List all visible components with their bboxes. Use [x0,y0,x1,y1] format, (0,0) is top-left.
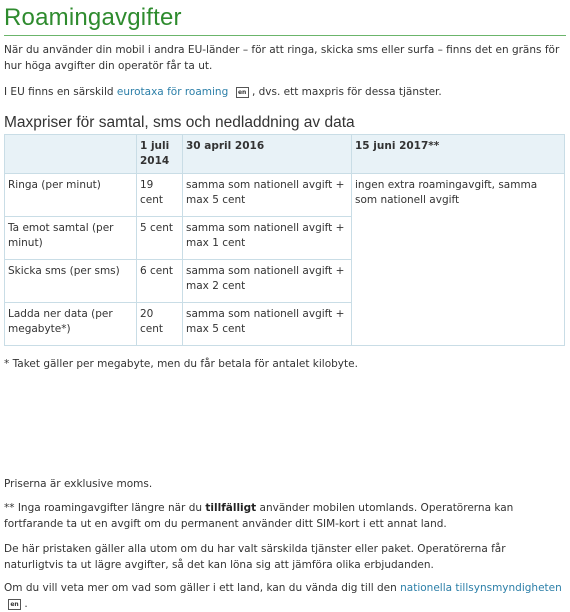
english-language-icon: en [236,87,249,98]
p5-text-before: Om du vill veta mer om vad som gäller i ett land, kan du vända dig till den [4,582,397,594]
title-divider [4,35,566,36]
cell-service: Ringa (per minut) [5,174,137,217]
p3-bold: tillfälligt [205,502,257,514]
authority-link[interactable]: nationella tillsynsmyndigheten [400,582,562,594]
cell-apr-2016: samma som nationell avgift + max 1 cent [183,217,352,260]
cell-apr-2016: samma som nationell avgift + max 2 cent [183,260,352,303]
page-content [4,0,566,610]
table-footnote: * Taket gäller per megabyte, men du får betala för antalet kilobyte. [4,358,358,370]
price-table [4,134,565,346]
table-heading: Maxpriser för samtal, sms och nedladdning av data [4,114,355,131]
eu-text-before: I EU finns en särskild [4,86,114,98]
cell-jun-2017: ingen extra roamingavgift, samma som nationell avgift [352,174,565,346]
cell-jul-2014: 19 cent [137,174,183,217]
header-jun-2017: 15 juni 2017** [352,135,565,174]
table-header-row [5,135,565,174]
page-title: Roamingavgifter [4,4,182,31]
p3-text-before: ** Inga roamingavgifter längre när du [4,502,203,514]
authority-paragraph [4,580,566,612]
eurotaxa-link[interactable]: eurotaxa för roaming [116,86,229,98]
cell-service: Ta emot samtal (per minut) [5,217,137,260]
cell-apr-2016: samma som nationell avgift + max 5 cent [183,303,352,346]
english-language-icon: en [8,599,21,610]
eu-text-after: , dvs. ett maxpris för dessa tjänster. [251,86,442,98]
p5-text-after: . [24,598,28,610]
cell-jul-2014: 20 cent [137,303,183,346]
roaming-note-paragraph [4,500,566,532]
cell-service: Ladda ner data (per megabyte*) [5,303,137,346]
header-service [5,135,137,174]
cell-apr-2016: samma som nationell avgift + max 5 cent [183,174,352,217]
intro-paragraph: När du använder din mobil i andra EU-länder – för att ringa, skicka sms eller surfa – finns det en gräns för hur höga avgifter din operatör får ta ut. [4,44,560,72]
header-apr-2016: 30 april 2016 [183,135,352,174]
cell-jul-2014: 5 cent [137,217,183,260]
cell-jul-2014: 6 cent [137,260,183,303]
cell-service: Skicka sms (per sms) [5,260,137,303]
vat-note: Priserna är exklusive moms. [4,478,153,490]
p3-text-after: använder mobilen utomlands. Operatörerna kan fortfarande ta ut en avgift om du permanent använder ditt SIM-kort i ett annat land. [4,502,514,530]
header-jul-2014: 1 juli 2014 [137,135,183,174]
price-cap-paragraph: De här pristaken gäller alla utom om du har valt särskilda tjänster eller paket. Operatörerna får naturligtvis ta ut lägre avgifter, så det kan löna sig att jämföra olika erbjudanden. [4,543,506,571]
table-row [5,174,565,217]
eu-paragraph [4,84,566,100]
